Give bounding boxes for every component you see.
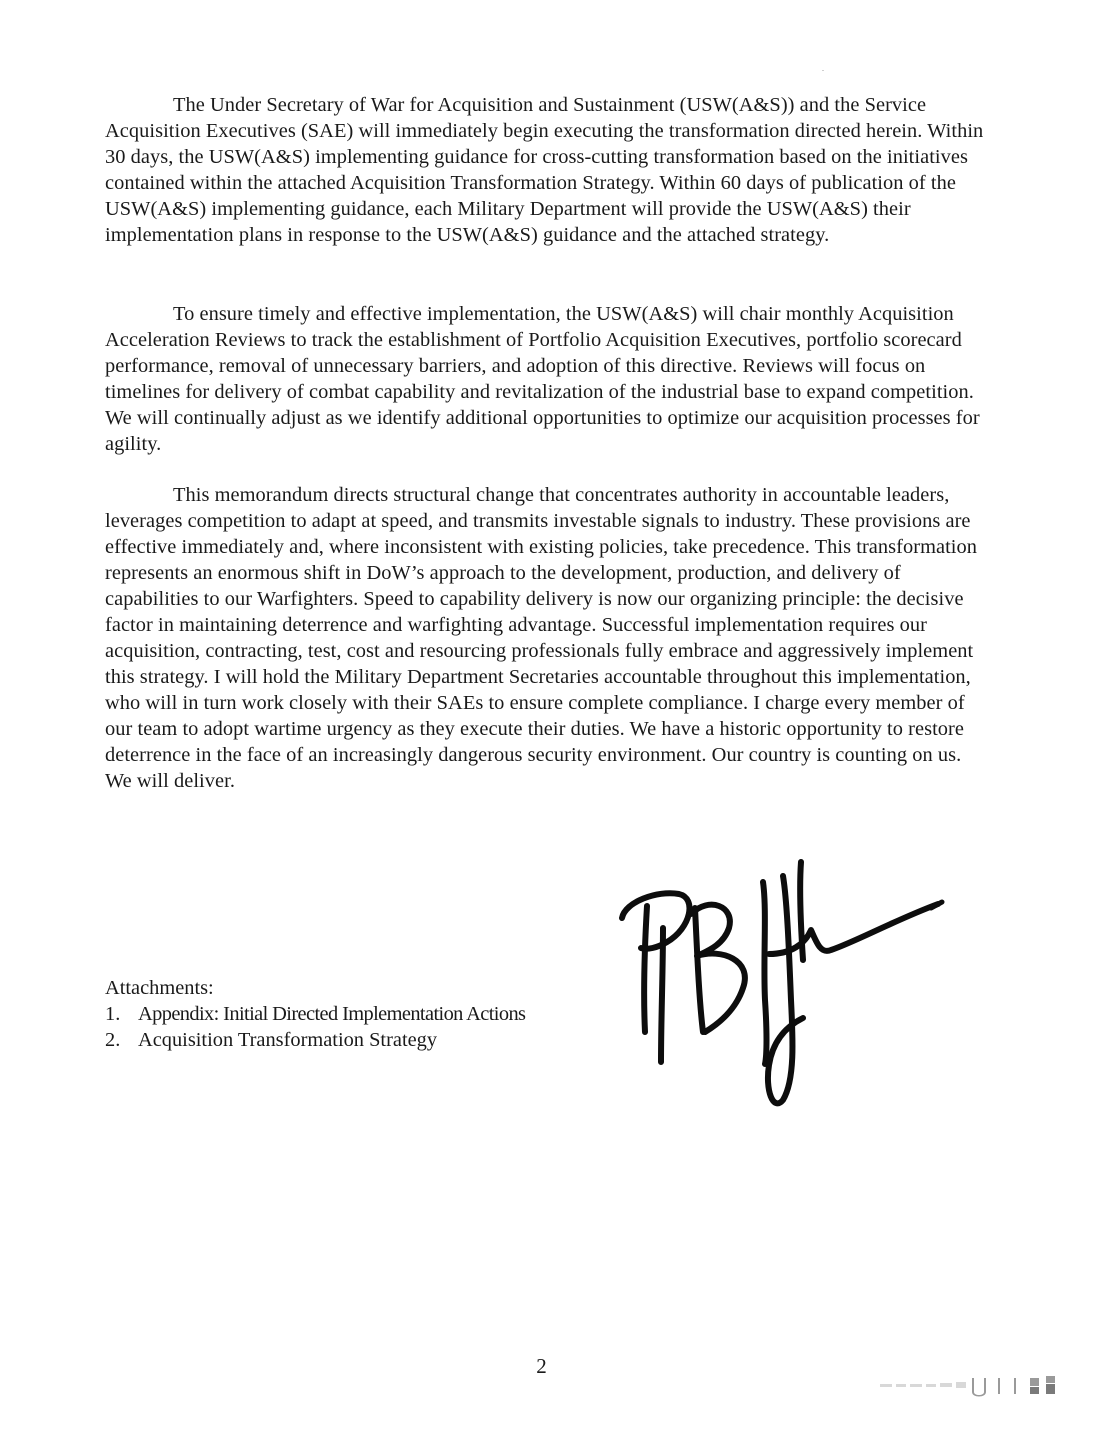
body-paragraph-1: The Under Secretary of War for Acquisition and Sustainment (USW(A&S)) and the Service Acquisition Executives (SAE) will immediately begin executing the transformation directed herein. Within 30 days, the USW(A&S) implementing guidance for cross-cutting transformation based on the initiatives contained within the attached Acquisition Transformation Strategy. Within 60 days of publication of the USW(A&S) implementing guidance, each Military Department will provide the USW(A&S) their implementation plans in response to the USW(A&S) guidance and the attached strategy. bbox=[105, 94, 984, 246]
attachment-title: Appendix: Initial Directed Implementation Actions bbox=[138, 1003, 526, 1025]
body-paragraph-2: To ensure timely and effective implementation, the USW(A&S) will chair monthly Acquisition Acceleration Reviews to track the establishment of Portfolio Acquisition Executives, portfolio scorecard performance, removal of unnecessary barriers, and adoption of this directive. Reviews will focus on timelines for delivery of combat capability and revitalization of the industrial base to expand competition. We will continually adjust as we identify additional opportunities to optimize our acquisition processes for agility. bbox=[105, 303, 980, 455]
attachment-title: Acquisition Transformation Strategy bbox=[138, 1029, 438, 1051]
attachment-item bbox=[105, 1027, 625, 1053]
attachments-list bbox=[105, 975, 625, 1053]
page-number: 2 bbox=[536, 1354, 547, 1378]
scan-artifact bbox=[880, 1374, 1080, 1400]
scan-speck bbox=[822, 70, 824, 71]
handwritten-signature bbox=[605, 850, 955, 1110]
attachment-number: 2. bbox=[105, 1029, 121, 1051]
body-paragraph-3: This memorandum directs structural change that concentrates authority in accountable leaders, leverages competition to adapt at speed, and transmits investable signals to industry. These provisions are effective immediately and, where inconsistent with existing policies, take precedence. This transformation represents an enormous shift in DoW’s approach to the development, production, and delivery of capabilities to our Warfighters. Speed to capability delivery is now our organizing principle: the decisive factor in maintaining deterrence and warfighting advantage. Successful implementation requires our acquisition, contracting, test, cost and resourcing professionals fully embrace and aggressively implement this strategy. I will hold the Military Department Secretaries accountable throughout this implementation, who will in turn work closely with their SAEs to ensure complete compliance. I charge every member of our team to adopt wartime urgency as they execute their duties. We have a historic opportunity to restore deterrence in the face of an increasingly dangerous security environment. Our country is counting on us. We will deliver. bbox=[105, 484, 977, 792]
attachments-heading: Attachments: bbox=[105, 977, 214, 999]
attachment-number: 1. bbox=[105, 1003, 121, 1025]
attachment-item bbox=[105, 1001, 625, 1027]
